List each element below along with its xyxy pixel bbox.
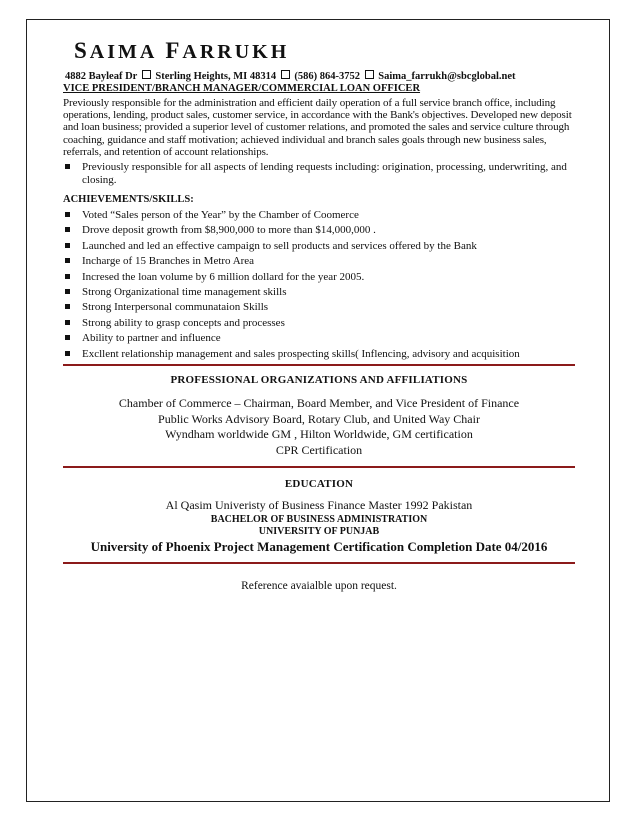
name-last-initial: F (165, 38, 183, 63)
organizations-title: PROFESSIONAL ORGANIZATIONS AND AFFILIATIONS (170, 374, 468, 386)
list-item (63, 271, 573, 284)
list-item (63, 286, 573, 299)
email[interactable]: Saima_farrukh@sbcglobal.net (378, 71, 516, 82)
education-section (63, 478, 575, 555)
bullet-icon (65, 164, 70, 169)
section-divider (63, 466, 575, 468)
achievement-text: Launched and led an effective campaign to sell products and services offered by the Bank (82, 239, 477, 252)
organizations-section (63, 374, 575, 458)
bullet-icon (65, 351, 70, 356)
bullet-icon (65, 274, 70, 279)
checkbox-icon (142, 70, 151, 79)
achievement-text: Incharge of 15 Branches in Metro Area (82, 255, 255, 268)
responsibility-text: Previously responsible for all aspects of lending requests including: origination, processing, underwriting, and closing. (82, 161, 567, 187)
name-first-initial: S (74, 38, 90, 63)
achievement-text: Strong ability to grasp concepts and processes (82, 316, 285, 329)
achievement-text: Voted “Sales person of the Year” by the Chamber of Coomerce (82, 209, 359, 222)
achievement-text: Strong Organizational time management skills (82, 285, 287, 298)
bullet-icon (65, 227, 70, 232)
list-item (63, 224, 573, 237)
section-divider (63, 562, 575, 564)
education-certification: University of Phoenix Project Management Certification Completion Date 04/2016 (90, 538, 548, 554)
list-item (63, 255, 573, 268)
responsibility-list (63, 161, 573, 187)
list-item (63, 161, 573, 187)
name-last-rest: ARRUKH (182, 41, 290, 63)
name-first-rest: AIMA (89, 41, 158, 63)
reference-note: Reference avaialble upon request. (241, 580, 397, 592)
achievement-text: Excllent relationship management and sales prospecting skills( Inflencing, advisory and acquisition (82, 347, 520, 360)
job-summary: Previously responsible for the administration and efficient daily operation of a full service branch office, including operations, lending, product sales, customer service, in accordance with the Bank's objectives. Developed new deposit and loan business; provided a superior level of customer relations, and promoted the sales and service culture through coaching, guidance and staff motivation; achieved individual and branch sales goals through new business sales, referrals, and retention of account relationships. (63, 97, 572, 158)
contact-line (65, 70, 573, 82)
list-item (63, 301, 573, 314)
organization-line: Wyndham worldwide GM , Hilton Worldwide, GM certification (165, 427, 473, 442)
bullet-icon (65, 320, 70, 325)
bullet-icon (65, 243, 70, 248)
bullet-icon (65, 258, 70, 263)
list-item (63, 240, 573, 253)
list-item (63, 332, 573, 345)
education-bachelor: BACHELOR OF BUSINESS ADMINISTRATION (210, 513, 428, 525)
achievement-text: Strong Interpersonal communataion Skills (82, 301, 269, 314)
organization-line: Chamber of Commerce – Chairman, Board Member, and Vice President of Finance (118, 396, 520, 410)
bullet-icon (65, 335, 70, 340)
phone: (586) 864-3752 (294, 71, 361, 82)
candidate-name (74, 38, 573, 64)
list-item (63, 209, 573, 222)
list-item (63, 317, 573, 330)
achievements-list (63, 209, 573, 361)
achievement-text: Ability to partner and influence (82, 332, 221, 345)
address: 4882 Bayleaf Dr (65, 71, 138, 82)
resume-body (63, 38, 573, 363)
section-divider (63, 364, 575, 366)
education-university: UNIVERSITY OF PUNJAB (258, 526, 380, 538)
education-degree-line: Al Qasim Univeristy of Business Finance Master 1992 Pakistan (165, 498, 473, 512)
bullet-icon (65, 304, 70, 309)
checkbox-icon (281, 70, 290, 79)
organization-line: CPR Certification (275, 442, 363, 457)
city: Sterling Heights, MI 48314 (155, 71, 277, 82)
organization-line: Public Works Advisory Board, Rotary Club, and United Way Chair (158, 411, 480, 426)
achievement-text: Incresed the loan volume by 6 million dollard for the year 2005. (82, 270, 365, 283)
education-title: EDUCATION (284, 478, 354, 490)
bullet-icon (65, 212, 70, 217)
achievement-text: Drove deposit growth from $8,900,000 to more than $14,000,000 . (82, 224, 376, 237)
bullet-icon (65, 289, 70, 294)
list-item (63, 348, 573, 361)
achievements-heading: ACHIEVEMENTS/SKILLS: (63, 194, 194, 206)
job-title: VICE PRESIDENT/BRANCH MANAGER/COMMERCIAL LOAN OFFICER (63, 83, 421, 94)
checkbox-icon (365, 70, 374, 79)
